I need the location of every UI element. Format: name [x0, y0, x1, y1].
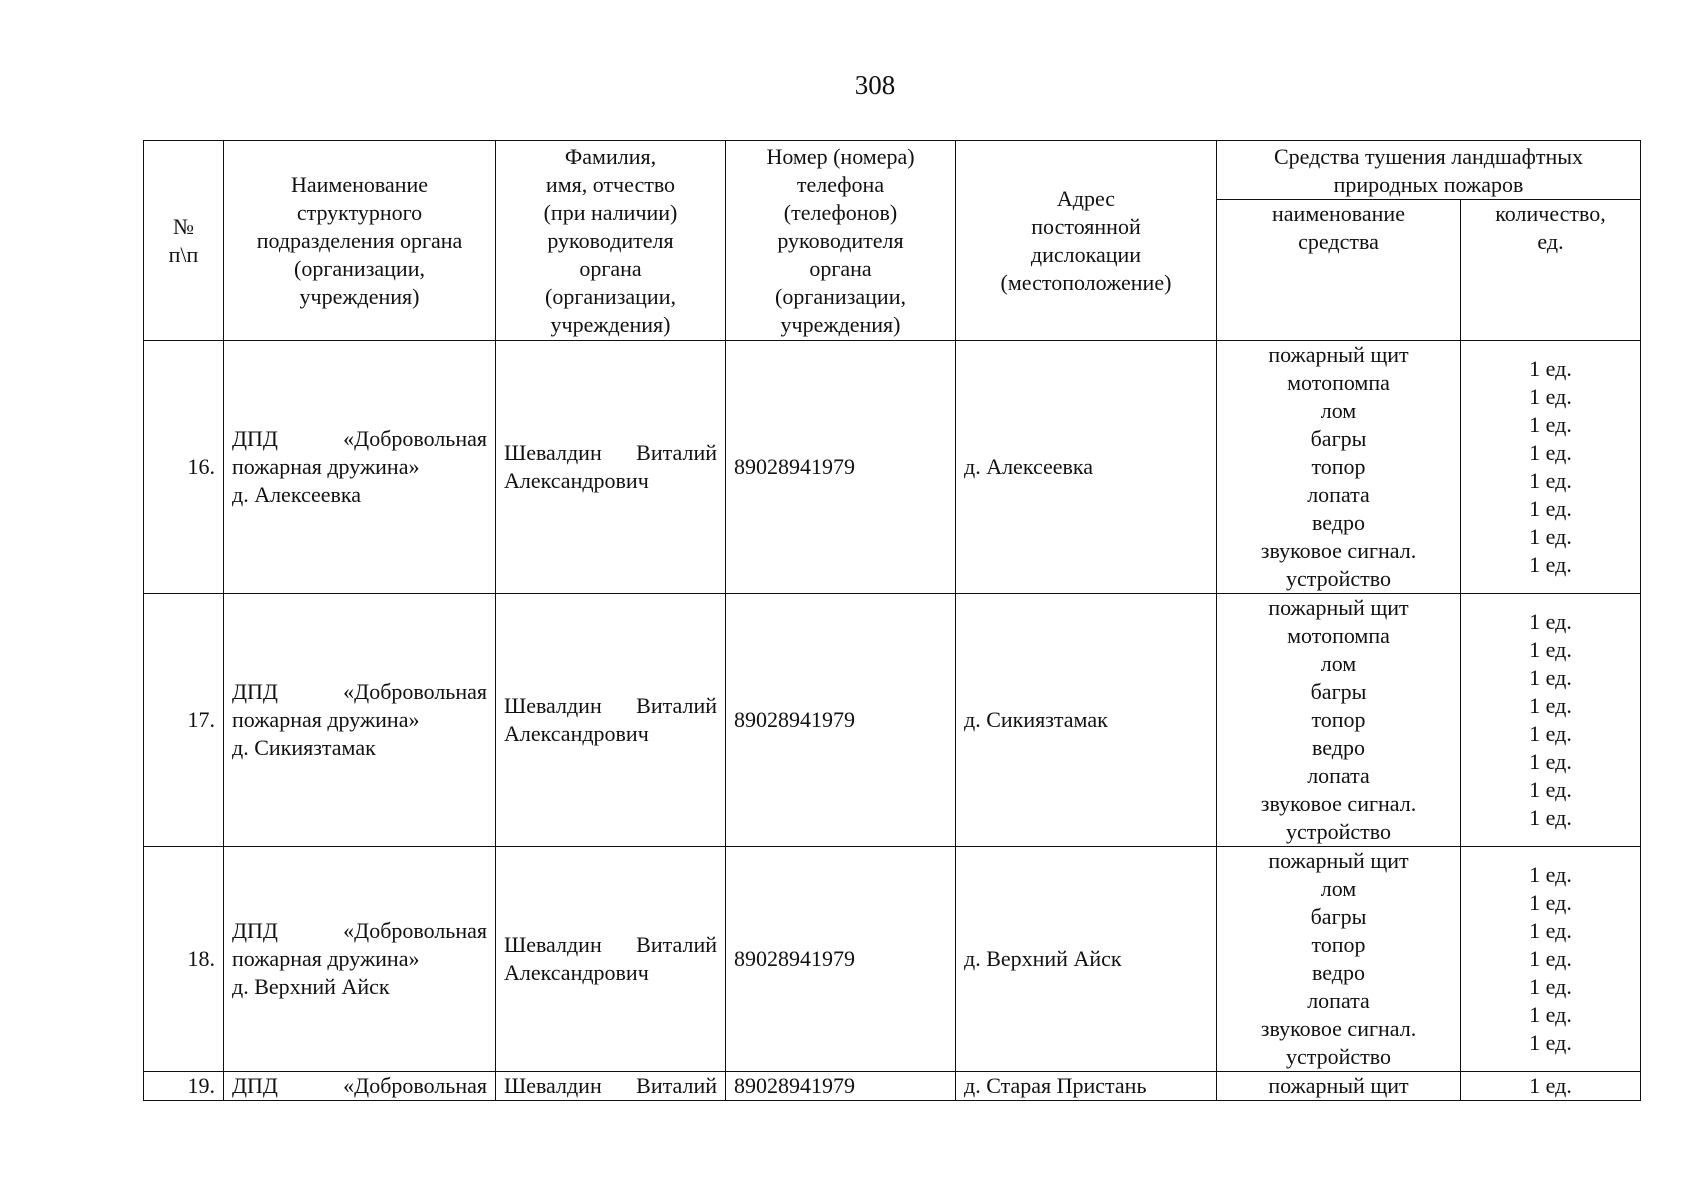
equipment-item: ведро — [1312, 735, 1365, 760]
header-line: руководителя — [547, 228, 674, 253]
quantity-list — [1461, 1072, 1641, 1101]
unit-name-line-1: ДПД «Добровольная — [232, 679, 487, 704]
equipment-item: лопата — [1307, 482, 1370, 507]
phone-cell: 89028941979 — [726, 594, 956, 847]
quantity-item: 1 ед. — [1529, 637, 1572, 662]
unit-name-line-3: д. Сикиязтамак — [232, 735, 376, 760]
header-line: телефона — [796, 172, 885, 197]
unit-name-cell — [224, 847, 496, 1072]
quantity-item: 1 ед. — [1529, 693, 1572, 718]
equipment-item: ведро — [1312, 960, 1365, 985]
equipment-item: пожарный щит — [1268, 595, 1409, 620]
head-name-line-2: Александрович — [504, 960, 649, 985]
header-unit-name — [224, 141, 496, 341]
quantity-item: 1 ед. — [1529, 468, 1572, 493]
header-line: учреждения) — [780, 312, 901, 337]
quantity-item: 1 ед. — [1529, 524, 1572, 549]
header-line: (организации, — [775, 284, 906, 309]
head-name-cell — [496, 594, 726, 847]
header-line: имя, отчество — [545, 172, 676, 197]
unit-name-line-1: ДПД «Добровольная — [232, 918, 487, 943]
row-number: 16. — [144, 341, 224, 594]
header-line: (при наличии) — [543, 200, 678, 225]
quantity-item: 1 ед. — [1529, 1073, 1572, 1098]
header-line: ед. — [1537, 229, 1564, 254]
equipment-item: звуковое сигнал. — [1260, 538, 1417, 563]
unit-name-line-3: д. Верхний Айск — [232, 974, 390, 999]
equipment-list — [1217, 1072, 1461, 1101]
header-line: Адрес — [1056, 185, 1116, 211]
header-num — [144, 141, 224, 341]
quantity-list — [1461, 341, 1641, 594]
unit-name-line-2: пожарная дружина» — [232, 454, 420, 479]
header-means-qty — [1461, 200, 1641, 341]
unit-name-line-1: ДПД «Добровольная — [232, 1073, 487, 1098]
quantity-item: 1 ед. — [1529, 1002, 1572, 1027]
equipment-item: устройство — [1285, 1044, 1392, 1069]
address-cell: д. Алексеевка — [956, 341, 1217, 594]
equipment-item: звуковое сигнал. — [1260, 791, 1417, 816]
quantity-item: 1 ед. — [1529, 721, 1572, 746]
equipment-list — [1217, 847, 1461, 1072]
header-means-name — [1217, 200, 1461, 341]
header-line: дислокации — [1030, 241, 1142, 267]
unit-name-line-2: пожарная дружина» — [232, 707, 420, 732]
quantity-item: 1 ед. — [1529, 777, 1572, 802]
header-line: руководителя — [777, 228, 904, 253]
row-number: 19. — [144, 1072, 224, 1101]
quantity-item: 1 ед. — [1529, 805, 1572, 830]
header-line: структурного — [296, 199, 423, 225]
head-name-line-1: Шевалдин Виталий — [504, 932, 717, 957]
header-means-group — [1217, 141, 1641, 200]
quantity-list — [1461, 847, 1641, 1072]
equipment-item: багры — [1310, 904, 1367, 929]
equipment-item: мотопомпа — [1287, 370, 1390, 395]
header-head-name — [496, 141, 726, 341]
equipment-item: пожарный щит — [1268, 1073, 1409, 1098]
header-line: Фамилия, — [564, 144, 657, 169]
header-line: (телефонов) — [783, 200, 898, 225]
head-name-cell — [496, 1072, 726, 1101]
quantity-item: 1 ед. — [1529, 552, 1572, 577]
unit-name-cell — [224, 594, 496, 847]
header-line: учреждения) — [299, 283, 420, 309]
equipment-list — [1217, 341, 1461, 594]
quantity-item: 1 ед. — [1529, 749, 1572, 774]
equipment-item: багры — [1310, 426, 1367, 451]
head-name-line-1: Шевалдин Виталий — [504, 693, 717, 718]
phone-cell: 89028941979 — [726, 1072, 956, 1101]
quantity-item: 1 ед. — [1529, 440, 1572, 465]
header-address — [956, 141, 1217, 341]
header-line: Средства тушения ландшафтных — [1273, 144, 1584, 169]
equipment-item: пожарный щит — [1268, 342, 1409, 367]
header-line: природных пожаров — [1333, 172, 1524, 197]
quantity-item: 1 ед. — [1529, 890, 1572, 915]
header-line: Наименование — [290, 171, 429, 197]
equipment-item: устройство — [1285, 566, 1392, 591]
equipment-item: лом — [1320, 398, 1357, 423]
equipment-item: мотопомпа — [1287, 623, 1390, 648]
table-row — [144, 341, 1641, 594]
row-number: 18. — [144, 847, 224, 1072]
equipment-item: багры — [1310, 679, 1367, 704]
header-line: подразделения органа — [256, 227, 463, 253]
header-line: п\п — [168, 241, 199, 267]
unit-name-line-2: пожарная дружина» — [232, 946, 420, 971]
head-name-line-1: Шевалдин Виталий — [504, 1073, 717, 1098]
header-line: наименование — [1272, 201, 1405, 226]
head-name-line-2: Александрович — [504, 468, 649, 493]
unit-name-cell — [224, 341, 496, 594]
quantity-item: 1 ед. — [1529, 665, 1572, 690]
header-line: средства — [1298, 229, 1379, 254]
quantity-item: 1 ед. — [1529, 609, 1572, 634]
quantity-item: 1 ед. — [1529, 384, 1572, 409]
quantity-item: 1 ед. — [1529, 946, 1572, 971]
unit-name-line-3: д. Алексеевка — [232, 482, 362, 507]
address-cell: д. Верхний Айск — [956, 847, 1217, 1072]
quantity-list — [1461, 594, 1641, 847]
row-number: 17. — [144, 594, 224, 847]
page-number: 308 — [854, 70, 896, 100]
unit-name-cell — [224, 1072, 496, 1101]
header-line: (местоположение) — [1000, 269, 1172, 295]
header-line: постоянной — [1031, 213, 1141, 239]
equipment-item: устройство — [1285, 819, 1392, 844]
address-cell: д. Старая Пристань — [956, 1072, 1217, 1101]
quantity-item: 1 ед. — [1529, 974, 1572, 999]
equipment-item: лопата — [1307, 988, 1370, 1013]
table-row — [144, 594, 1641, 847]
equipment-item: лом — [1320, 651, 1357, 676]
equipment-item: пожарный щит — [1268, 848, 1409, 873]
equipment-item: лом — [1320, 876, 1357, 901]
table-row — [144, 1072, 1641, 1101]
phone-cell: 89028941979 — [726, 341, 956, 594]
header-line: (организации, — [294, 255, 425, 281]
table-row — [144, 847, 1641, 1072]
equipment-item: топор — [1311, 707, 1366, 732]
equipment-list — [1217, 594, 1461, 847]
header-line: органа — [809, 256, 872, 281]
equipment-item: топор — [1311, 454, 1366, 479]
header-line: Номер (номера) — [766, 144, 915, 169]
header-line: (организации, — [545, 284, 676, 309]
head-name-line-1: Шевалдин Виталий — [504, 440, 717, 465]
header-line: количество, — [1495, 201, 1606, 226]
quantity-item: 1 ед. — [1529, 862, 1572, 887]
header-phone — [726, 141, 956, 341]
quantity-item: 1 ед. — [1529, 356, 1572, 381]
header-line: учреждения) — [550, 312, 671, 337]
header-line: органа — [579, 256, 642, 281]
table-body — [144, 341, 1641, 1101]
head-name-line-2: Александрович — [504, 721, 649, 746]
quantity-item: 1 ед. — [1529, 412, 1572, 437]
header-line: № — [173, 213, 194, 239]
quantity-item: 1 ед. — [1529, 496, 1572, 521]
head-name-cell — [496, 341, 726, 594]
phone-cell: 89028941979 — [726, 847, 956, 1072]
quantity-item: 1 ед. — [1529, 918, 1572, 943]
equipment-item: лопата — [1307, 763, 1370, 788]
equipment-item: звуковое сигнал. — [1260, 1016, 1417, 1041]
equipment-item: ведро — [1312, 510, 1365, 535]
quantity-item: 1 ед. — [1529, 1030, 1572, 1055]
fire-brigade-table — [143, 140, 1641, 1101]
head-name-cell — [496, 847, 726, 1072]
address-cell: д. Сикиязтамак — [956, 594, 1217, 847]
equipment-item: топор — [1311, 932, 1366, 957]
unit-name-line-1: ДПД «Добровольная — [232, 426, 487, 451]
